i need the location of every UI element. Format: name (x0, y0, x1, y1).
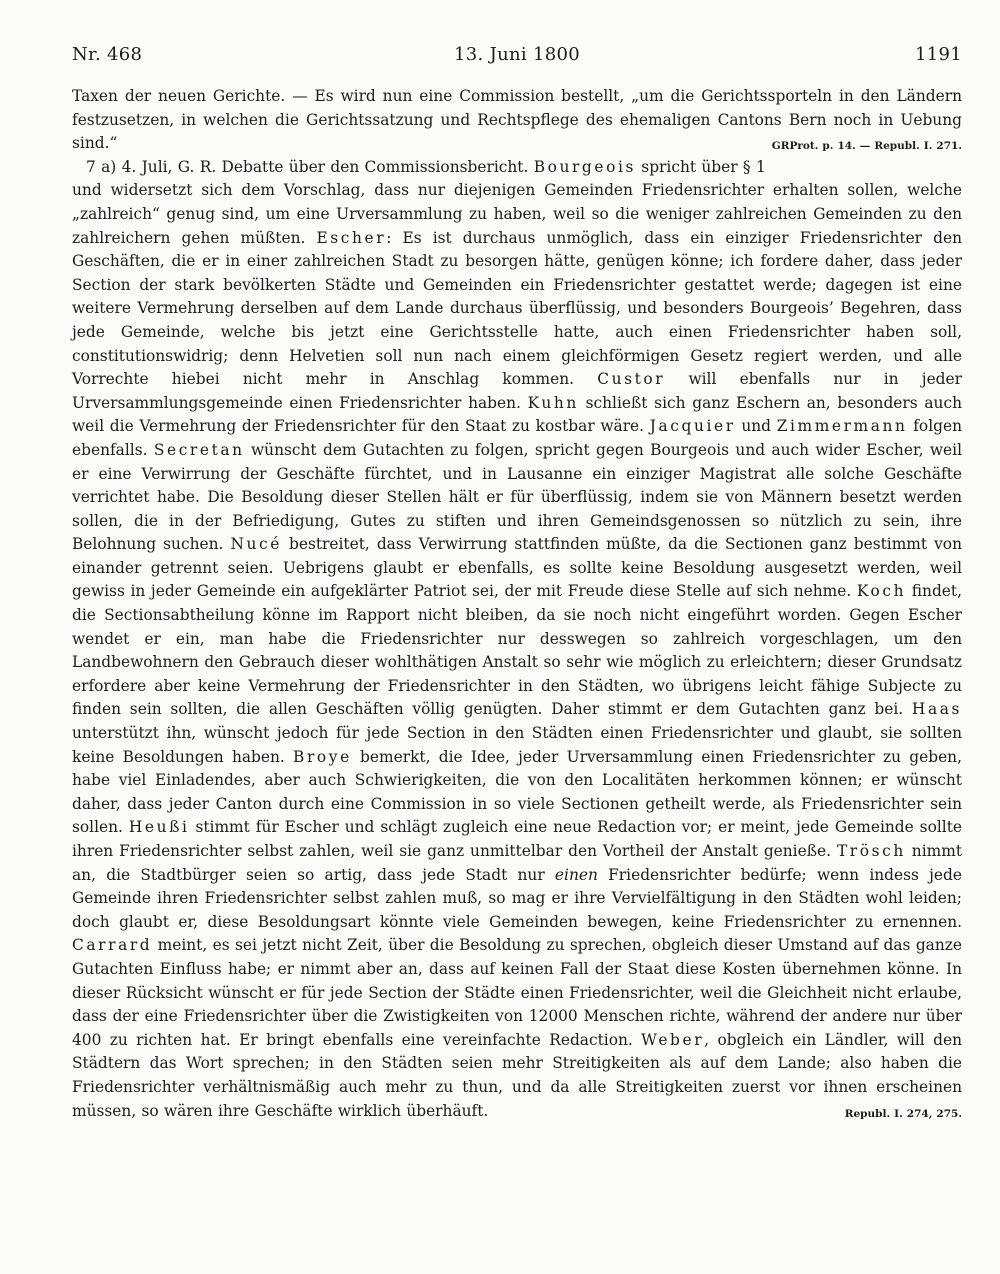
speaker-name: Secretan (153, 440, 245, 459)
text-segment: bemerkt, die Idee, jeder Urversammlung einen Friedensrichter zu geben, habe viel Einladendes, aber auch Schwierigkeiten, die von den Localitäten herkommen können; er wünscht daher, dass jeder Canton durch eine Commission in so viele Sectionen getheilt werde, als Friedensrichter sein sollen. (72, 747, 962, 837)
text-segment: stimmt für Escher und schlägt zugleich eine neue Redaction vor; er meint, jede Gemeinde sollte ihren Friedensrichter selbst zahlen, weil sie ganz unmittelbar den Vortheil der Anstalt genieße. (72, 818, 962, 860)
text-segment: meint, es sei jetzt nicht Zeit, über die Besoldung zu sprechen, obgleich dieser Umstand auf das ganze Gutachten Einfluss habe; er nimmt aber an, dass auf keinen Fall der Staat diese Kosten übernehmen könne. In dieser Rücksicht wünscht er für jede Section der Städte einen Friedensrichter, weil die Gleichheit nicht erlaube, dass der eine Friedensrichter über die Zwistigkeiten von 12000 Menschen richte, während der andere nur über 400 zu richten hat. Er bringt ebenfalls eine vereinfachte Redaction. (72, 936, 962, 1049)
text-segment: findet, die Sectionsabtheilung könne im Rapport nicht bleiben, da sie noch nicht eingeführt worden. Gegen Escher wendet er ein, man habe die Friedensrichter nur desswegen so zahlreich vorgeschlagen, um den Landbewohnern den Gebrauch dieser wohlthätigen Anstalt so sehr wie möglich zu erleichtern; dieser Grundsatz erfordere aber keine Vermehrung der Friedensrichter in den Städten, wo übrigens leicht fähige Subjecte zu finden sein sollten, die allen Geschäften völlig genügten. Daher stimmt er dem Gutachten ganz bei. (72, 582, 962, 719)
speaker-name: Escher (316, 228, 387, 247)
text-segment: folgen ebenfalls. (72, 417, 962, 459)
paragraph-text: Taxen der neuen Gerichte. — Es wird nun eine Commission bestellt, „um die Gerichtssporteln in den Ländern festzusetzen, in welchen die Gerichtssatzung und Rechtspflege des ehemaligen Cantons Bern noch in Uebung sind.“ (72, 87, 962, 153)
source-reference: GRProt. p. 14. — Republ. I. 271. (771, 140, 962, 153)
page-header (72, 44, 962, 72)
text-segment: wünscht dem Gutachten zu folgen, spricht gegen Bourgeois und auch wider Escher, weil er eine Verwirrung der Geschäfte fürchtet, und in Lausanne ein einziger Magistrat alle solche Geschäfte verrichtet habe. Die Besoldung dieser Stellen hält er für überflüssig, indem sie von Männern besetzt werden sollen, die in der Befriedigung, Gutes zu stiften und ihren Gemeindsgenossen so nützlich zu sein, ihre Belohnung suchen. (72, 440, 962, 554)
source-reference: Republ. I. 274, 275. (844, 1107, 962, 1120)
text-segment: unterstützt ihn, wünscht jedoch für jede Section in den Städten einen Friedensrichter und glaubt, sie sollten keine Besoldungen haben. (72, 724, 962, 766)
text-segment: , obgleich ein Ländler, will den Städtern das Wort sprechen; in den Städten seien mehr Streitigkeiten als auf dem Lande; also haben die Friedensrichter verhältnismäßig auch mehr zu thun, und da alle Streitigkeiten zuerst vor ihnen erscheinen müssen, so wären ihre Geschäfte wirklich überhäuft. (72, 1030, 962, 1120)
speaker-name: Custor (597, 370, 666, 389)
document-number: Nr. 468 (72, 44, 143, 65)
speaker-name: Broye (293, 747, 352, 766)
speaker-name: Bourgeois (533, 157, 636, 176)
speaker-name: Trösch (836, 842, 906, 860)
text-segment: schließt sich ganz Eschern an, besonders auch weil die Vermehrung der Friedensrichter für den Staat zu kostbar wäre. (72, 393, 962, 436)
speaker-name: Kuhn (527, 393, 579, 412)
speaker-name: Haas (911, 700, 962, 719)
document-body (72, 85, 962, 1126)
text-segment: bestreitet, dass Verwirrung stattfinden müßte, da die Sectionen ganz bestimmt von einander getrennt seien. Uebrigens glaubt er ebenfalls, es sollte keine Besoldung ausgesetzt werden, weil gewiss in jeder Gemeinde ein aufgeklärter Patriot sei, der mit Freude diese Stelle auf sich nehme. (72, 535, 962, 601)
speaker-name: Heußi (128, 818, 190, 837)
speaker-name: Carrard (72, 936, 153, 955)
page-number: 1191 (914, 44, 962, 65)
text-segment: nimmt an, die Stadtbürger seien so artig, dass jede Stadt nur (72, 842, 963, 884)
paragraph-debate (72, 156, 962, 1123)
text-segment: und (735, 417, 777, 436)
speaker-name: Weber (641, 1030, 705, 1049)
emphasized-word: einen (554, 865, 598, 884)
speaker-name: Jacquier (649, 417, 736, 436)
header-date: 13. Juni 1800 (454, 44, 580, 65)
text-segment: Friedensrichter bedürfe; wenn indess jede Gemeinde ihren Friedensrichter selbst zahlen muß, so mag er ihre Vervielfältigung in den Städten wohl leiden; doch glaubt er, diese Besoldungsart könnte viele Gemeinden bewegen, keine Friedensrichter zu ernennen. (72, 865, 962, 931)
speaker-name: Zimmermann (776, 417, 908, 436)
text-segment: 7 a) 4. Juli, G. R. Debatte über den Commissionsbericht. (86, 157, 534, 176)
text-segment: will ebenfalls nur in jeder Urversammlungsgemeinde einen Friedensrichter haben. (72, 370, 962, 412)
speaker-name: Koch (856, 582, 907, 601)
text-segment: : Es ist durchaus unmöglich, dass ein einziger Friedensrichter den Geschäften, die er in einer zahlreichen Stadt zu besorgen hätte, genügen könne; ich fordere daher, dass jeder Section der stark bevölkerten Städte und Gemeinden ein Friedensrichter gestattet werde; dagegen ist eine weitere Vermehrung derselben auf dem Lande durchaus überflüssig, und besonders Bourgeois’ Begehren, dass jede Gemeinde, welche bis jetzt eine Gerichtsstelle hatte, auch einen Friedensrichter haben soll, constitutionswidrig; denn Helvetien soll nun nach einem gleichförmigen Gesetz regiert werden, und alle Vorrechte hiebei nicht mehr in Anschlag kommen. (72, 228, 962, 389)
paragraph-taxen (72, 85, 962, 156)
text-segment: spricht über § 1 und widersetzt sich dem Vorschlag, dass nur diejenigen Gemeinden Friedensrichter erhalten sollen, welche „zahlreich“ genug sind, um eine Urversammlung zu haben, weil so die weniger zahlreichen Gemeinden zu den zahlreichern gehen müßten. (72, 157, 962, 247)
speaker-name: Nucé (230, 535, 282, 554)
